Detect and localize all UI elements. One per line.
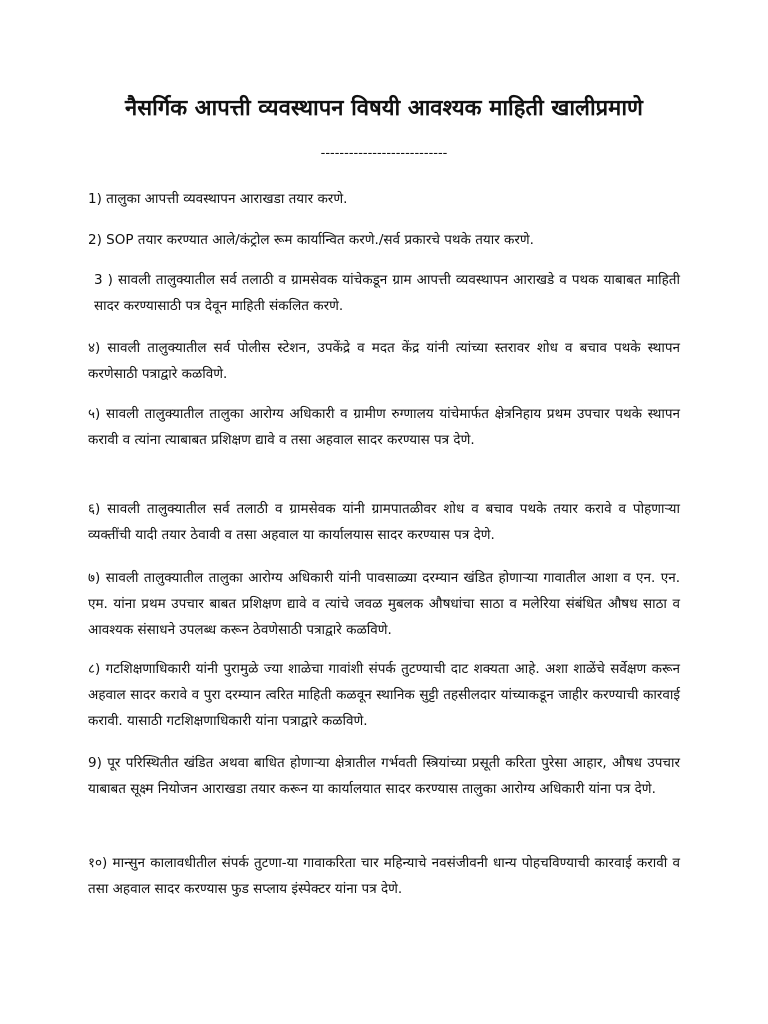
paragraph-item-6: ६) सावली तालुक्यातील सर्व तलाठी व ग्रामसेवक यांनी ग्रामपातळीवर शोध व बचाव पथके तयार करावे व पोहणाऱ्या व्यक्तींची यादी तयार ठेवावी व तसा अहवाल या कार्यालयास सादर करण्यास पत्र देणे. (88, 501, 680, 543)
title-separator: --------------------------- (320, 146, 448, 161)
paragraph-item-7: ७) सावली तालुक्यातील तालुका आरोग्य अधिकारी यांनी पावसाळ्या दरम्यान खंडित होणाऱ्या गावातील आशा व एन. एन. एम. यांना प्रथम उपचार बाबत प्रशिक्षण द्यावे व त्यांचे जवळ मुबलक औषधांचा साठा व मलेरिया संबंधित औषध साठा व आवश्यक संसाधने उपलब्ध करून ठेवणेसाठी पत्राद्वारे कळविणे. (88, 570, 680, 638)
paragraph-item-2: 2) SOP तयार करण्यात आले/कंट्रोल रूम कार्यान्वित करणे./सर्व प्रकारचे पथके तयार करणे. (88, 232, 534, 248)
page-title: नैसर्गिक आपत्ती व्यवस्थापन विषयी आवश्यक माहिती खालीप्रमाणे (125, 96, 643, 121)
paragraph-item-5: ५) सावली तालुक्यातील तालुका आरोग्य अधिकारी व ग्रामीण रुग्णालय यांचेमार्फत क्षेत्रनिहाय प्रथम उपचार पथके स्थापन करावी व त्यांना त्याबाबत प्रशिक्षण द्यावे व तसा अहवाल सादर करण्यास पत्र देणे. (88, 406, 680, 448)
paragraph-item-9: 9) पूर परिस्थितीत खंडित अथवा बाधित होणाऱ्या क्षेत्रातील गर्भवती स्त्रियांच्या प्रसूती करिता पुरेसा आहार, औषध उपचार याबाबत सूक्ष्म नियोजन आराखडा तयार करून या कार्यालयात सादर करण्यास तालुका आरोग्य अधिकारी यांना पत्र देणे. (88, 755, 680, 797)
paragraph-item-10: १०) मान्सुन कालावधीतील संपर्क तुटणा-या गावाकरिता चार महिन्याचे नवसंजीवनी धान्य पोहचविण्याची कारवाई करावी व तसा अहवाल सादर करण्यास फुड सप्लाय इंस्पेक्टर यांना पत्र देणे. (88, 855, 680, 897)
paragraph-item-3: 3 ) सावली तालुक्यातील सर्व तलाठी व ग्रामसेवक यांचेकडून ग्राम आपत्ती व्यवस्थापन आराखडे व पथक याबाबत माहिती सादर करण्यासाठी पत्र देवून माहिती संकलित करणे. (94, 272, 680, 314)
paragraph-item-8: ८) गटशिक्षणाधिकारी यांनी पुरामुळे ज्या शाळेचा गावांशी संपर्क तुटण्याची दाट शक्यता आहे. अशा शाळेंचे सर्वेक्षण करून अहवाल सादर करावे व पुरा दरम्यान त्वरित माहिती कळवून स्थानिक सुट्टी तहसीलदार यांच्याकडून जाहीर करण्याची कारवाई करावी. यासाठी गटशिक्षणाधिकारी यांना पत्राद्वारे कळविणे. (88, 661, 680, 729)
paragraph-item-1: 1) तालुका आपत्ती व्यवस्थापन आराखडा तयार करणे. (88, 191, 348, 207)
paragraph-item-4: ४) सावली तालुक्यातील सर्व पोलीस स्टेशन, उपकेंद्रे व मदत केंद्र यांनी त्यांच्या स्तरावर शोध व बचाव पथके स्थापन करणेसाठी पत्राद्वारे कळविणे. (88, 340, 680, 382)
